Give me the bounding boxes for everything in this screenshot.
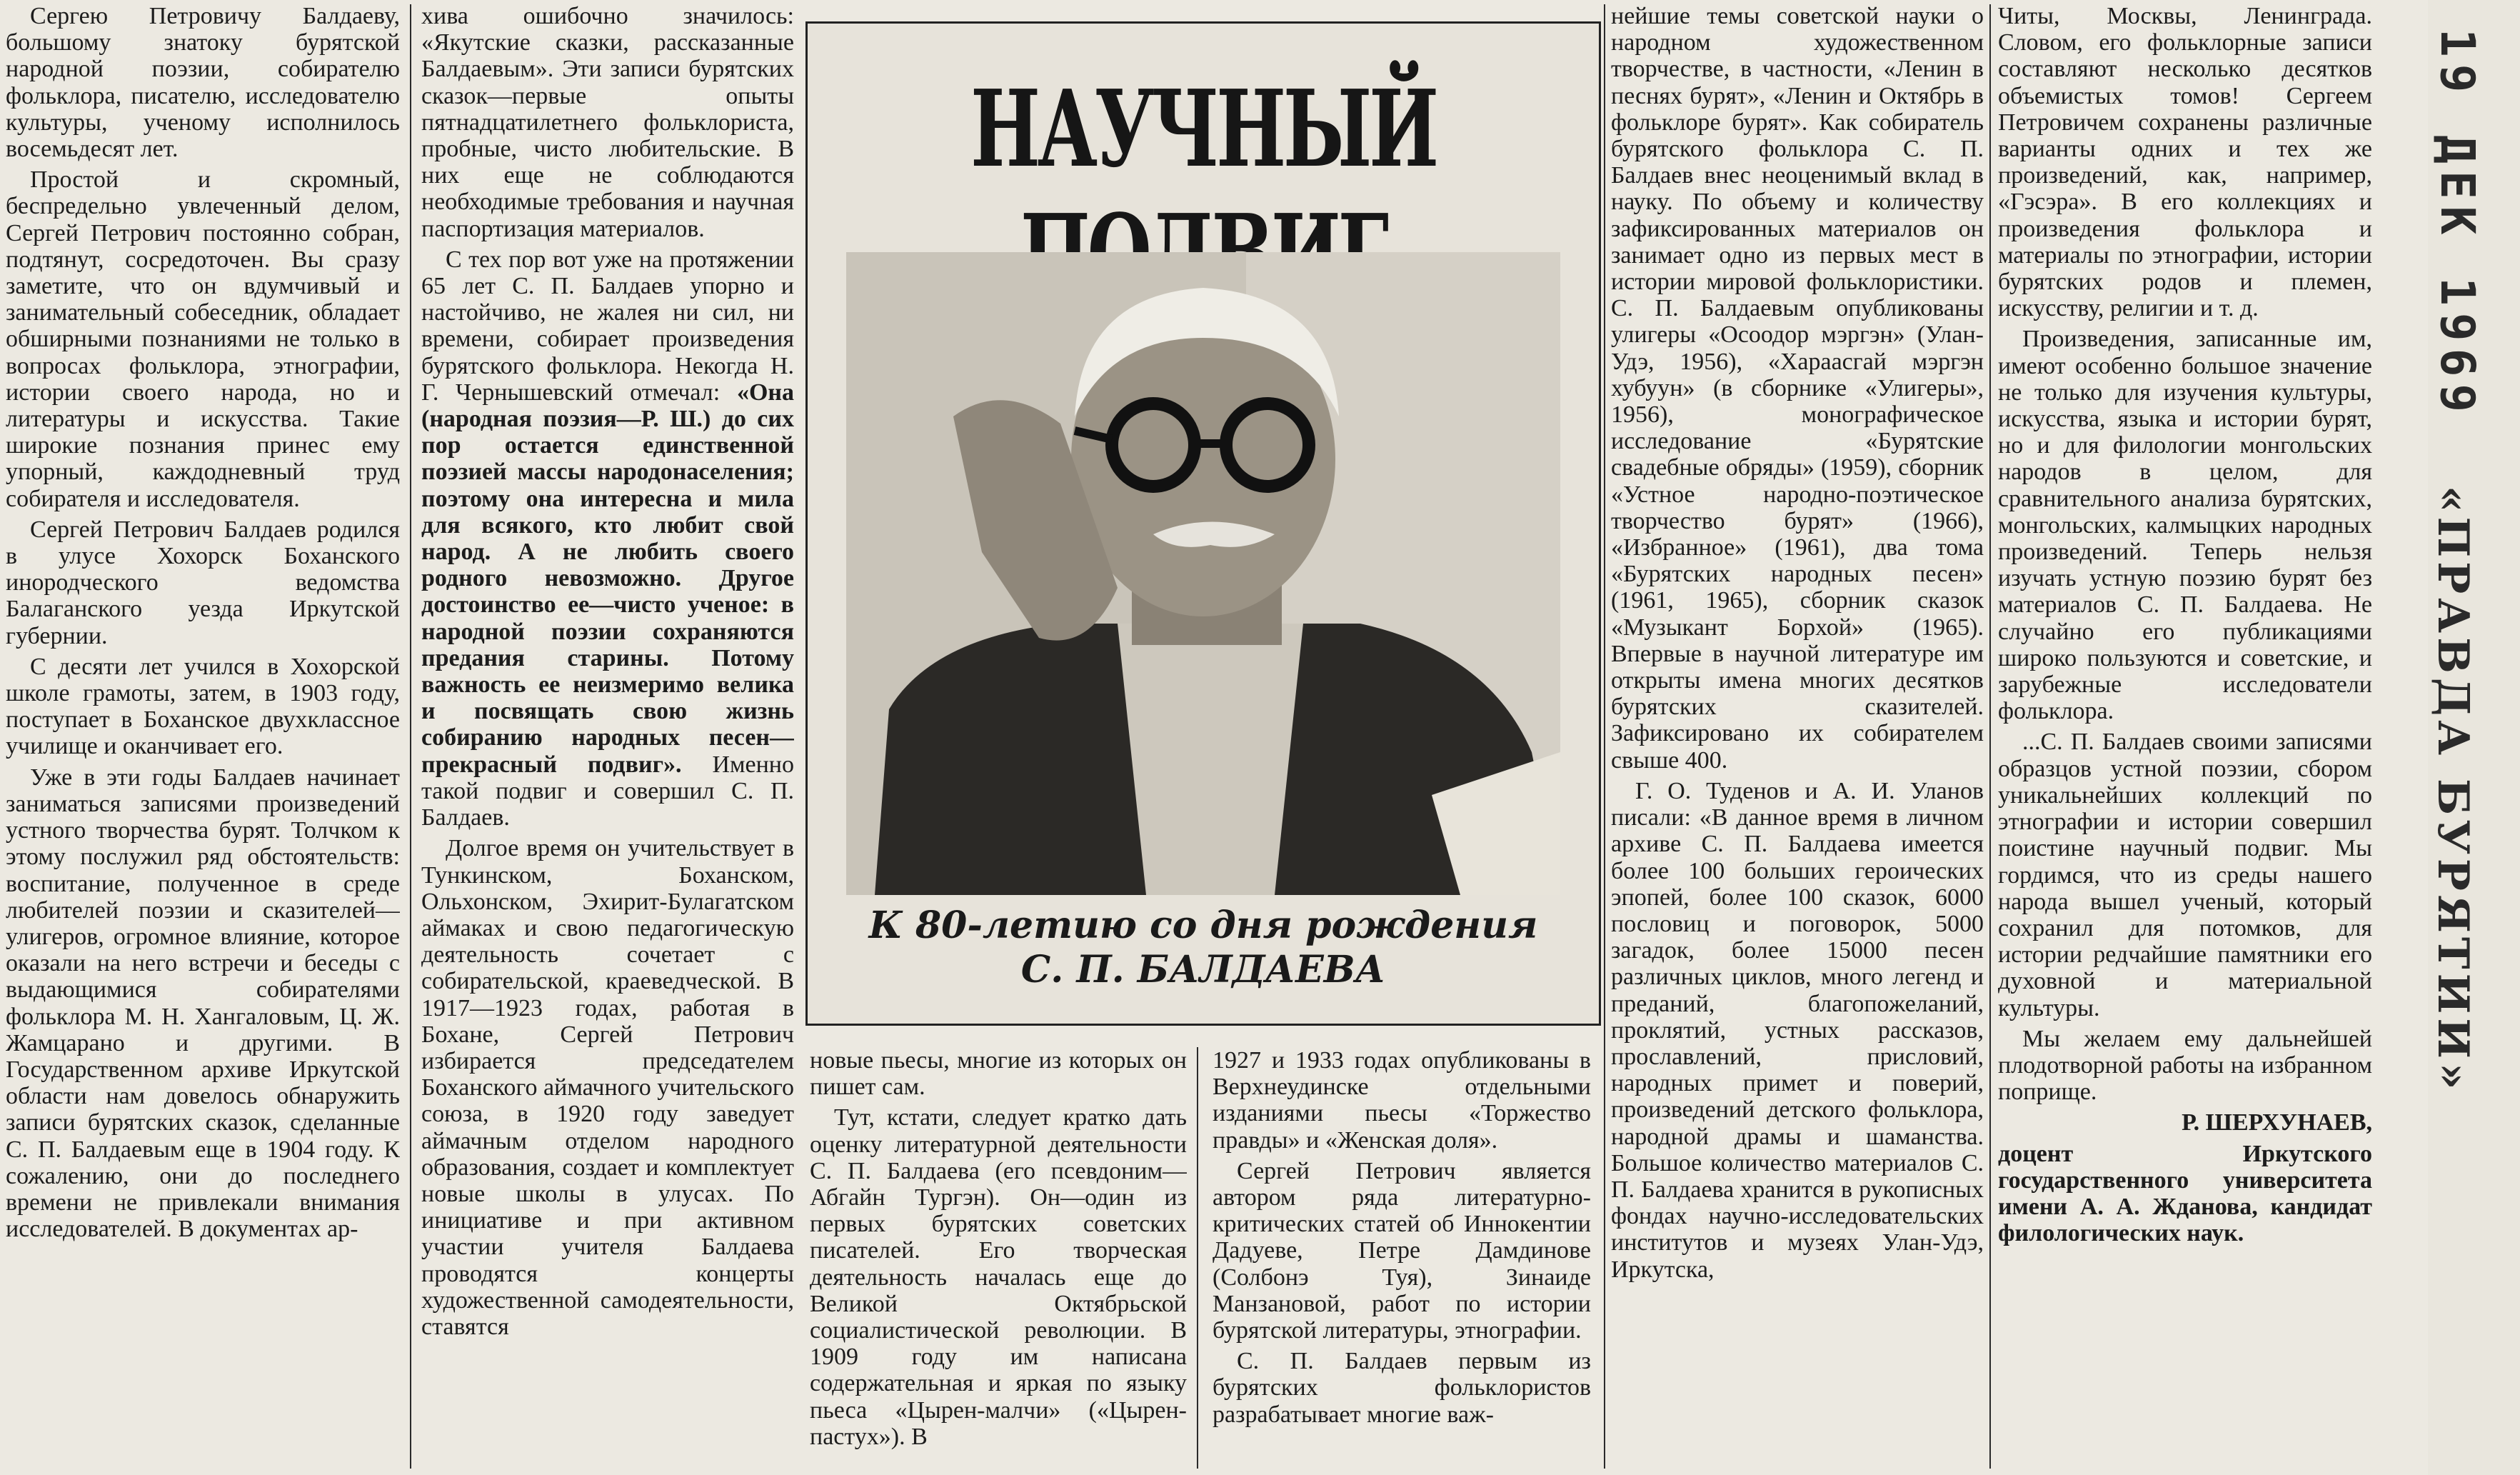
paragraph: хива ошибочно значилось: «Якутские сказки, рассказанные Балдаевым». Эти записи бурятских сказок—первые опыты пятнадцатилетнего фольклориста, пробные, чисто любительские. В них еще не соблюдаются необходимые требования и научная паспортизация материалов. — [421, 3, 794, 242]
paragraph-text: Именно такой подвиг и совершил С. П. Балдаев. — [421, 751, 794, 831]
paragraph: Тут, кстати, следует кратко дать оценку литературной деятельности С. П. Балдаева (его псевдоним—Абгайн Тургэн). Он—один из первых бурятских советских писателей. Его творческая деятельность началась еще до Великой Октябрьской социалистической революции. В 1909 году им написана содержательная и яркая по языку пьеса «Цырен-малчи» («Цырен-пастух»). В — [810, 1104, 1187, 1450]
paragraph: Уже в эти годы Балдаев начинает заниматься записями произведений устного творчества бурят. Толчком к этому послужил ряд обстоятельств: воспитание, полученное в среде любителей поэзии и сказителей—улигеров, огромное влияние, которое оказали на него встречи и беседы с выдающимися собирателями фольклора М. Н. Хангаловым, Ц. Ж. Жамцарано и другими. В Государственном архиве Иркутской области нам довелось обнаружить записи бурятских сказок, сделанные С. П. Балдаевым еще в 1904 году. К сожалению, они до последнего времени не привлекали внимания исследователей. В документах ар- — [6, 764, 400, 1243]
column-divider — [1197, 1047, 1198, 1469]
headline-subtitle — [808, 904, 1599, 992]
column-divider — [410, 4, 411, 1469]
author-name: Р. ШЕРХУНАЕВ, — [2182, 1109, 2372, 1136]
portrait-image — [846, 252, 1560, 895]
date-stamp — [2428, 14, 2514, 1471]
paragraph: Читы, Москвы, Ленинграда. Словом, его фольклорные записи составляют несколько десятков объемистых томов! Сергеем Петровичем сохранены различные варианты одних и тех же произведений, как, например, «Гэсэра». В его коллекциях и произведения фольклора и материалы по этнографии, истории бурятских родов и племен, искусству, религии и т. д. — [1998, 3, 2372, 322]
column-divider — [1989, 4, 1991, 1469]
paragraph: нейшие темы советской науки о народном художественном творчестве, в частности, «Ленин в песнях бурят», «Ленин и Октябрь в фольклоре бурят». Как собиратель бурятского фольклора С. П. Балдаев внес неоценимый вклад в науку. По объему и количеству зафиксированных материалов он занимает одно из первых мест в истории мировой фольклористики. С. П. Балдаевым опубликованы улигеры «Осоодор мэргэн» (Улан-Удэ, 1956), «Хараасгай мэргэн хубуун» (в сборнике «Улигеры», 1956), монографическое исследование «Бурятские свадебные обряды» (1959), сборник «Устное народно-поэтическое творчество бурят» (1966), «Избранное» (1961), два тома «Бурятских народных песен» (1961, 1965), сборник сказок «Музыкант Борхой» (1965). Впервые в научной литературе им открыты имена многих десятков бурятских сказителей. Зафиксировано их собирателем свыше 400. — [1611, 3, 1984, 774]
paragraph: Простой и скромный, беспредельно увлеченный делом, Сергей Петрович постоянно собран, подтянут, сосредоточен. Вы сразу заметите, что он вдумчивый и занимательный собеседник, обладает обширными познаниями не только в вопросах фольклора, этнографии, истории своего народа, но и литературы и искусства. Такие широкие познания принес ему упорный, каждодневный труд собирателя и исследователя. — [6, 166, 400, 512]
stamp-date: 19 ДЕК 1969 — [2430, 29, 2485, 420]
paragraph: новые пьесы, многие из которых он пишет сам. — [810, 1047, 1187, 1101]
portrait-photo — [846, 252, 1560, 895]
chernyshevsky-quote: «Она (народная поэзия—Р. Ш.) до сих пор остается единственной поэзией массы народонаселения; поэтому она интересна и мила для всякого, кто любит свой народ. А не любить своего родного невозможно. Другое достоинство ее—чисто ученое: в народной поэзии сохраняются предания старины. Потому важность ее неизмеримо велика и посвящать свою жизнь собиранию народных песен—прекрасный подвиг». — [421, 379, 794, 778]
article-column-5 — [1611, 3, 1984, 1471]
column-divider — [1604, 4, 1605, 1469]
paragraph — [421, 246, 794, 831]
author-title: доцент Иркутского государственного университета имени А. А. Жданова, кандидат филологических наук. — [1998, 1140, 2372, 1247]
stamp-newspaper-name: «ПРАВДА БУРЯТИИ» — [2428, 486, 2478, 1094]
article-column-2 — [421, 3, 794, 1471]
paragraph: С. П. Балдаев первым из бурятских фольклористов разрабатывает многие важ- — [1213, 1348, 1591, 1428]
paragraph: Сергей Петрович является автором ряда литературно-критических статей об Иннокентии Дадуеве, Петре Дамдинове (Солбонэ Туя), Зинаиде Манзановой, работ по истории бурятской литературы, этнографии. — [1213, 1157, 1591, 1344]
paragraph: Сергею Петровичу Балдаеву, большому знатоку бурятской народной поэзии, собирателю фольклора, писателю, исследователю культуры, ученому исполнилось восемьдесят лет. — [6, 3, 400, 163]
paragraph: ...С. П. Балдаев своими записями образцов устной поэзии, сбором уникальнейших коллекций по этнографии и истории совершил поистине научный подвиг. Мы гордимся, что из среды нашего народа вышел ученый, который сохранил для потомков, для истории редчайшие памятники его духовной и материальной культуры. — [1998, 729, 2372, 1021]
headline: НАУЧНЫЙ — [970, 66, 1436, 191]
subtitle-line: С. П. БАЛДАЕВА — [1020, 948, 1386, 991]
paragraph: Долгое время он учительствует в Тункинском, Боханском, Ольхонском, Эхирит-Булагатском аймаках и свою педагогическую деятельность сочетает с собирательской, краеведческой. В 1917—1923 годах, работая в Бохане, Сергей Петрович избирается председателем Боханского аймачного учительского союза, в 1920 году заведует аймачным отделом народного образования, создает и комплектует новые школы в улусах. По инициативе и при активном участии учителя Балдаева проводятся концерты художественной самодеятельности, ставятся — [421, 835, 794, 1340]
paragraph: Сергей Петрович Балдаев родился в улусе Хохорск Боханского инородческого ведомства Балаганского уезда Иркутской губернии. — [6, 516, 400, 649]
paragraph: 1927 и 1933 годах опубликованы в Верхнеудинске отдельными изданиями пьесы «Торжество правды» и «Женская доля». — [1213, 1047, 1591, 1154]
paragraph: Произведения, записанные им, имеют особенно большое значение не только для изучения культуры, искусства, языка и истории бурят, но и для филологии монгольских народов в целом, для сравнительного анализа бурятских, монгольских, калмыцких народных произведений. Теперь нельзя изучать устную поэзию бурят без материалов С. П. Балдаева. Не случайно его публикациями широко пользуются и советские, и зарубежные исследователи фольклора. — [1998, 326, 2372, 725]
article-column-1 — [6, 3, 400, 1471]
paragraph: Мы желаем ему дальнейшей плодотворной работы на избранном поприще. — [1998, 1025, 2372, 1106]
article-column-4 — [1213, 1047, 1591, 1469]
headline-box — [805, 21, 1601, 1026]
article-column-3 — [810, 1047, 1187, 1469]
subtitle-line: К 80-летию со дня рождения — [868, 904, 1538, 947]
article-column-6 — [1998, 3, 2372, 1471]
paragraph-text: С тех пор вот уже на протяжении 65 лет С. П. Балдаев упорно и настойчиво, не жалея ни сил, ни времени, собирает произведения бурятского фольклора. Некогда Н. Г. Чернышевский отмечал: — [421, 246, 794, 406]
paragraph: Г. О. Туденов и А. И. Уланов писали: «В данное время в личном архиве С. П. Балдаева имеется более 100 больших героических эпопей, более 100 сказок, 6000 пословиц и поговорок, 5000 загадок, более 15000 песен различных циклов, много легенд и преданий, благопожеланий, проклятий, устных рассказов, прославлений, присловий, народных примет и поверий, произведений детского фольклора, народной драмы и шаманства. Большое количество материалов С. П. Балдаева хранится в рукописных фондах научно-исследовательских институтов и музеях Улан-Удэ, Иркутска, — [1611, 777, 1984, 1283]
paragraph: С десяти лет учился в Хохорской школе грамоты, затем, в 1903 году, поступает в Боханское двухклассное училище и оканчивает его. — [6, 653, 400, 760]
